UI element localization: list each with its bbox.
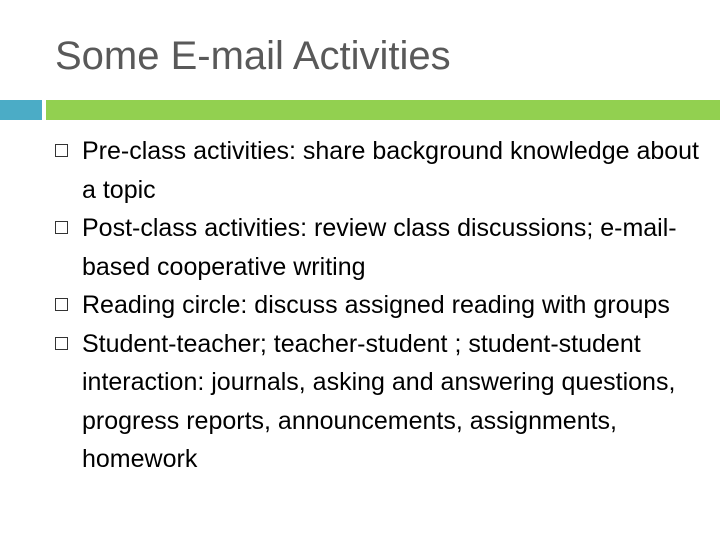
accent-block-left (0, 100, 42, 120)
bullet-list (55, 132, 705, 479)
square-bullet-icon (55, 221, 68, 234)
accent-bar (46, 100, 720, 120)
bullet-item-pre-class (55, 132, 705, 209)
square-bullet-icon (55, 298, 68, 311)
square-bullet-icon (55, 144, 68, 157)
square-bullet-icon (55, 337, 68, 350)
bullet-text: Reading circle: discuss assigned reading with groups (82, 291, 670, 319)
bullet-item-interaction (55, 325, 705, 479)
bullet-text: Post-class activities: review class discussions; e-mail-based cooperative writing (82, 214, 677, 281)
bullet-text: Pre-class activities: share background knowledge about a topic (82, 137, 700, 204)
bullet-item-post-class (55, 209, 705, 286)
bullet-item-reading-circle (55, 286, 705, 325)
slide-title: Some E-mail Activities (55, 34, 451, 78)
bullet-text: Student-teacher; teacher-student ; student-student interaction: journals, asking and answering questions, progress reports, announcements, assignments, homework (82, 329, 676, 473)
